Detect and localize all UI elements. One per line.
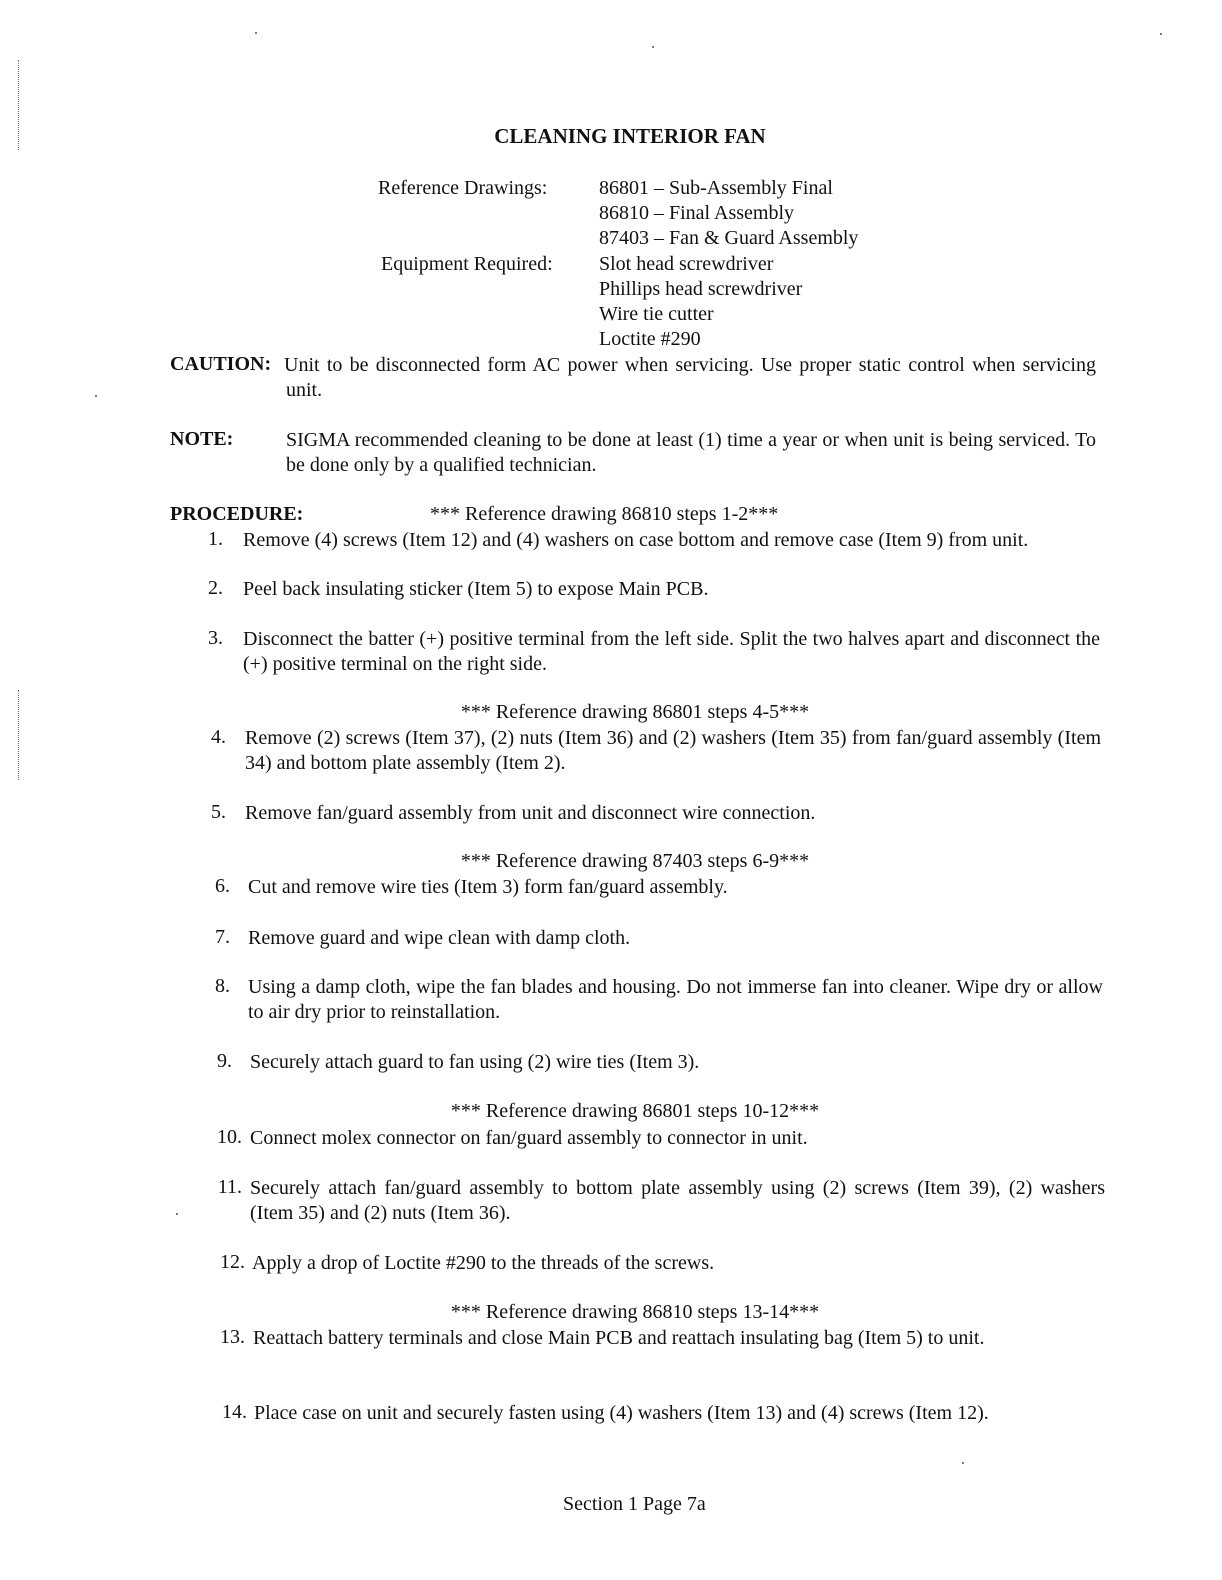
scan-speck (962, 1462, 964, 1464)
step-number: 5. (211, 801, 226, 823)
step-text: Cut and remove wire ties (Item 3) form fan/guard assembly. (248, 876, 728, 898)
step-number: 8. (215, 975, 230, 997)
reference-header: *** Reference drawing 86801 steps 10-12*** (450, 1100, 820, 1122)
step-text: Remove fan/guard assembly from unit and disconnect wire connection. (245, 802, 816, 824)
equipment-item: Wire tie cutter (599, 303, 714, 325)
step-number: 2. (208, 577, 223, 599)
reference-drawing-item: 87403 – Fan & Guard Assembly (599, 227, 859, 249)
step-text: Apply a drop of Loctite #290 to the threads of the screws. (252, 1252, 715, 1274)
step-text: Connect molex connector on fan/guard assembly to connector in unit. (250, 1127, 808, 1149)
step-number: 7. (215, 926, 230, 948)
step-number: 6. (215, 875, 230, 897)
reference-header: *** Reference drawing 86801 steps 4-5*** (460, 701, 810, 723)
step-text: Using a damp cloth, wipe the fan blades and housing. Do not immerse fan into cleaner. Wipe dry or allow to air dry prior to reinstallation. (248, 976, 1103, 1023)
note-label: NOTE: (170, 428, 234, 450)
scan-speck (255, 32, 257, 34)
scan-speck (652, 46, 654, 48)
step-text: Securely attach guard to fan using (2) wire ties (Item 3). (250, 1051, 700, 1073)
step-text: Remove guard and wipe clean with damp cloth. (248, 927, 631, 949)
equipment-item: Loctite #290 (599, 328, 701, 350)
step-number: 1. (208, 528, 223, 550)
caution-text: Unit to be disconnected form AC power when servicing. Use proper static control when servicing unit. (284, 354, 1096, 401)
reference-drawing-item: 86801 – Sub-Assembly Final (599, 177, 833, 199)
scan-speck (95, 395, 97, 397)
step-number: 12. (220, 1251, 245, 1273)
step-number: 14. (222, 1401, 247, 1423)
reference-drawing-item: 86810 – Final Assembly (599, 202, 795, 224)
step-text: Remove (2) screws (Item 37), (2) nuts (Item 36) and (2) washers (Item 35) from fan/guard assembly (Item 34) and bottom plate assembly (Item 2). (245, 727, 1101, 774)
equipment-required-label: Equipment Required: (381, 253, 553, 275)
caution-label: CAUTION: (170, 353, 272, 375)
step-number: 10. (217, 1126, 242, 1148)
scan-speck (176, 1213, 178, 1215)
step-text: Peel back insulating sticker (Item 5) to expose Main PCB. (243, 578, 709, 600)
reference-header: *** Reference drawing 87403 steps 6-9*** (460, 850, 810, 872)
reference-header: *** Reference drawing 86810 steps 13-14*** (450, 1301, 820, 1323)
step-number: 13. (220, 1326, 245, 1348)
equipment-item: Phillips head screwdriver (599, 278, 803, 300)
reference-drawings-label: Reference Drawings: (378, 177, 548, 199)
step-number: 3. (208, 627, 223, 649)
reference-header: *** Reference drawing 86810 steps 1-2*** (430, 503, 779, 525)
step-text: Securely attach fan/guard assembly to bottom plate assembly using (2) screws (Item 39), (2) washers (Item 35) and (2) nuts (Item 36). (250, 1177, 1105, 1224)
step-number: 4. (211, 726, 226, 748)
step-text: Disconnect the batter (+) positive terminal from the left side. Split the two halves apart and disconnect the (+) positive terminal on the right side. (243, 628, 1100, 675)
note-text: SIGMA recommended cleaning to be done at least (1) time a year or when unit is being serviced. To be done only by a qualified technician. (286, 429, 1096, 476)
step-number: 11. (217, 1176, 242, 1198)
step-text: Reattach battery terminals and close Main PCB and reattach insulating bag (Item 5) to unit. (253, 1327, 985, 1349)
page-footer: Section 1 Page 7a (563, 1493, 706, 1515)
scan-speck (1160, 33, 1162, 35)
step-number: 9. (217, 1050, 232, 1072)
page-title: CLEANING INTERIOR FAN (494, 124, 766, 148)
equipment-item: Slot head screwdriver (599, 253, 774, 275)
step-text: Remove (4) screws (Item 12) and (4) washers on case bottom and remove case (Item 9) from unit. (243, 529, 1029, 551)
step-text: Place case on unit and securely fasten using (4) washers (Item 13) and (4) screws (Item 12). (254, 1402, 989, 1424)
procedure-label: PROCEDURE: (170, 503, 304, 525)
